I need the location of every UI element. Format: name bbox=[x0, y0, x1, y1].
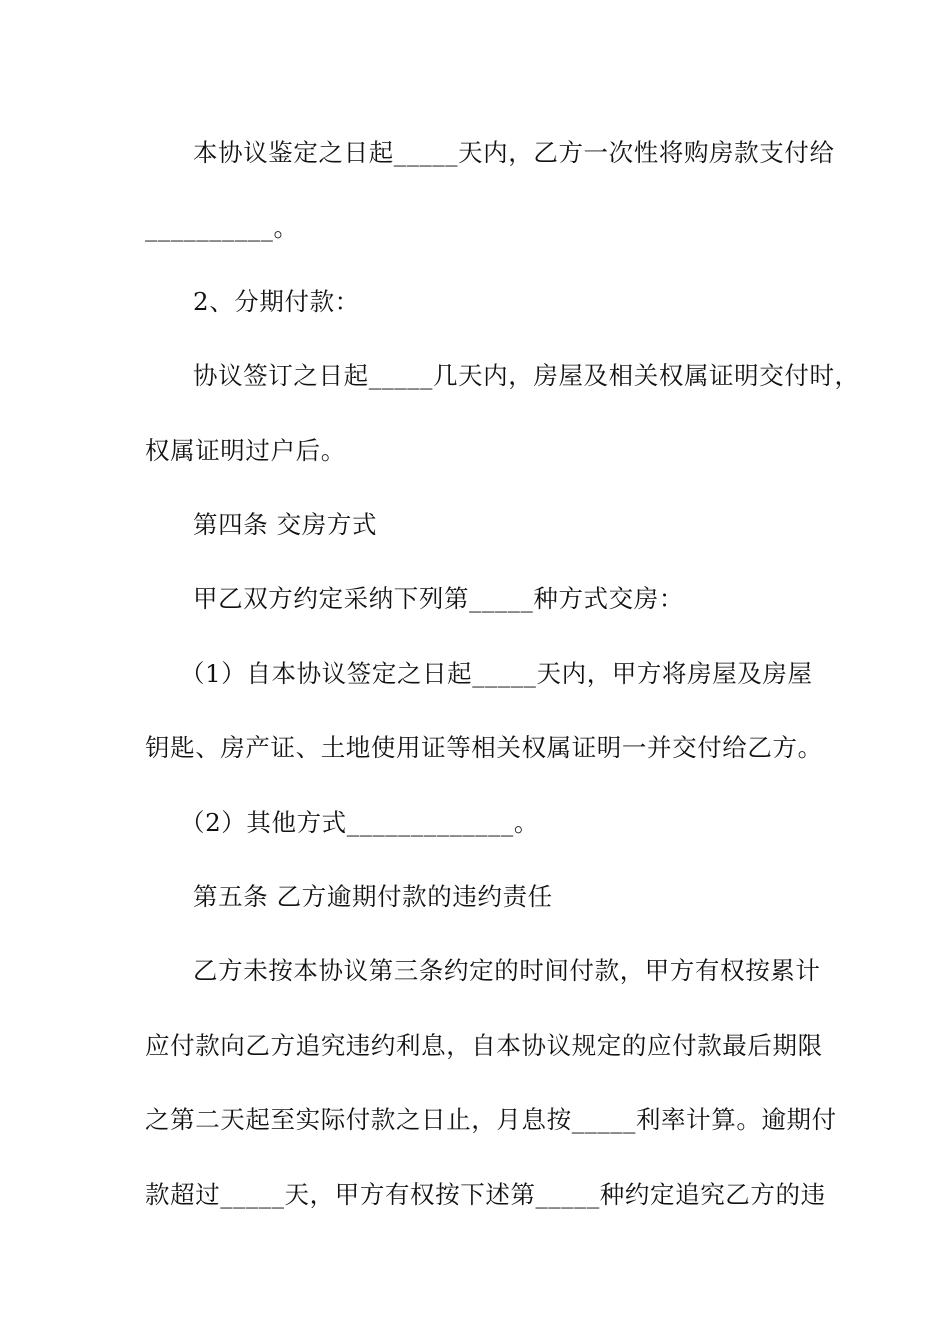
paragraph-line: 应付款向乙方追究违约利息，自本协议规定的应付款最后期限 bbox=[145, 1031, 823, 1060]
paragraph-line: 2、分期付款： bbox=[193, 287, 360, 316]
paragraph-line: 钥匙、房产证、土地使用证等相关权属证明一并交付给乙方。 bbox=[145, 733, 823, 762]
paragraph-line: __________。 bbox=[145, 213, 299, 242]
section-heading: 第五条 乙方逾期付款的违约责任 bbox=[193, 882, 553, 911]
paragraph-line: （2）其他方式_____________。 bbox=[180, 808, 539, 837]
section-heading: 第四条 交房方式 bbox=[193, 510, 378, 539]
paragraph-line: 甲乙双方约定采纳下列第_____种方式交房： bbox=[193, 584, 684, 613]
paragraph-line: （1）自本协议签定之日起_____天内，甲方将房屋及房屋 bbox=[180, 659, 813, 688]
paragraph-line: 本协议鉴定之日起_____天内，乙方一次性将购房款支付给 bbox=[193, 138, 835, 167]
paragraph-line: 权属证明过户后。 bbox=[145, 436, 346, 465]
paragraph-line: 协议签订之日起_____几天内，房屋及相关权属证明交付时， bbox=[193, 361, 860, 390]
paragraph-line: 款超过_____天，甲方有权按下述第_____种约定追究乙方的违 bbox=[145, 1180, 826, 1209]
paragraph-line: 乙方未按本协议第三条约定的时间付款，甲方有权按累计 bbox=[193, 956, 821, 985]
paragraph-line: 之第二天起至实际付款之日止，月息按_____利率计算。逾期付 bbox=[145, 1105, 837, 1134]
